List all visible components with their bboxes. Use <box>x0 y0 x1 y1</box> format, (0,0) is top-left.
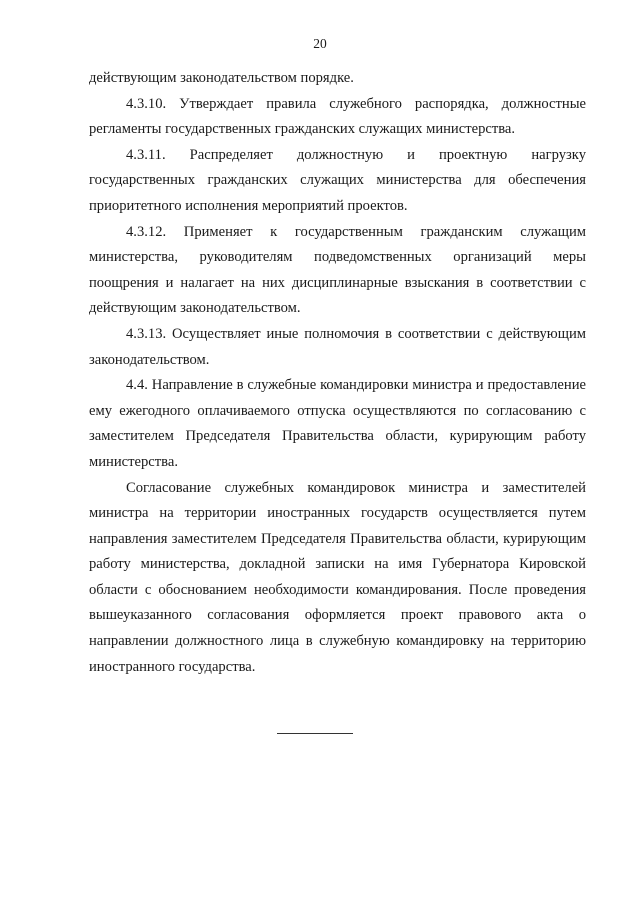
end-divider-line <box>277 733 353 734</box>
document-body <box>89 66 586 680</box>
paragraph-continuation: действующим законодательством порядке. <box>89 70 354 86</box>
paragraph-approval: Согласование служебных командировок министра и заместителей министра на территории иностранных государств осуществляется путем направления заместителем Председателя Правительства области, курирующим работу министерства, докладной записки на имя Губернатора Кировской области с обоснованием необходимости командирования. После проведения вышеуказанного согласования оформляется проект правового акта о направлении должностного лица в служебную командировку на территорию иностранного государства. <box>89 479 586 675</box>
paragraph-4-3-12: 4.3.12. Применяет к государственным гражданским служащим министерства, руководителям подведомственных организаций меры поощрения и налагает на них дисциплинарные взыскания в соответствии с действующим законодательством. <box>89 223 586 317</box>
page-number: 20 <box>313 36 327 51</box>
paragraph-4-3-13: 4.3.13. Осуществляет иные полномочия в соответствии с действующим законодательством. <box>89 325 586 368</box>
paragraph-4-3-10: 4.3.10. Утверждает правила служебного распорядка, должностные регламенты государственных гражданских служащих министерства. <box>89 95 586 138</box>
paragraph-4-4: 4.4. Направление в служебные командировки министра и предоставление ему ежегодного оплачиваемого отпуска осуществляются по согласованию с заместителем Председателя Правительства области, курирующим работу министерства. <box>89 377 586 470</box>
paragraph-4-3-11: 4.3.11. Распределяет должностную и проектную нагрузку государственных гражданских служащих министерства для обеспечения приоритетного исполнения мероприятий проектов. <box>89 146 586 214</box>
